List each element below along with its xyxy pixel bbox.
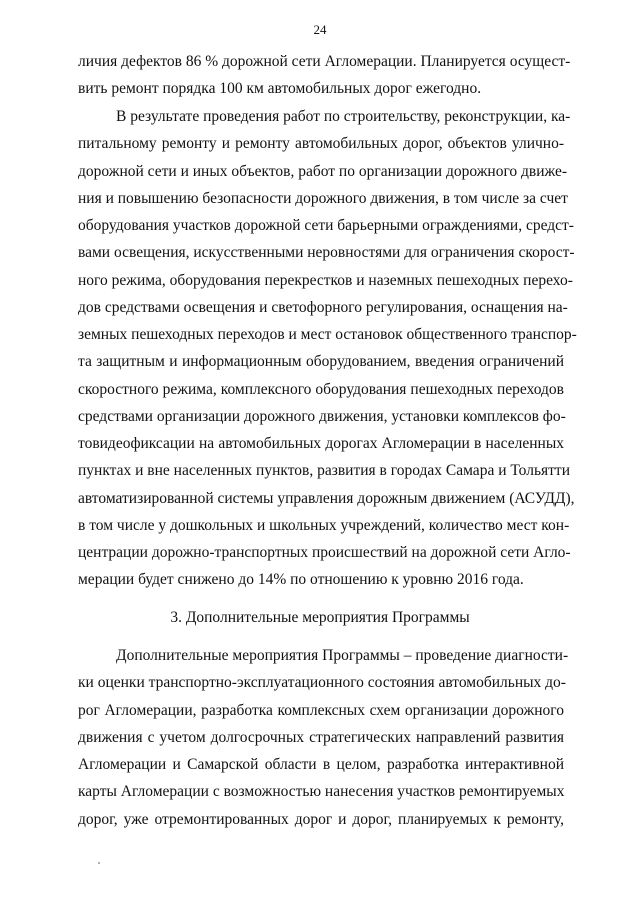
text-line: ного режима, оборудования перекрестков и наземных пешеходных перехо- xyxy=(78,271,573,289)
text-line: в том числе у дошкольных и школьных учреждений, количество мест кон- xyxy=(78,516,570,534)
text-line: питальному ремонту и ремонту автомобильных дорог, объектов улично- xyxy=(78,135,564,153)
text-line: дорог, уже отремонтированных дорог и дорог, планируемых к ремонту, xyxy=(78,810,564,828)
text-line: товидеофиксации на автомобильных дорогах Агломерации в населенных xyxy=(78,435,564,452)
text-line: скоростного режима, комплексного оборудования пешеходных переходов xyxy=(78,380,564,398)
text-line: земных пешеходных переходов и мест остановок общественного транспор- xyxy=(78,326,577,343)
text-line: автоматизированной системы управления дорожным движением (АСУДД), xyxy=(78,489,575,507)
text-line: рог Агломерации, разработка комплексных схем организации дорожного xyxy=(78,701,564,719)
text-line: пунктах и вне населенных пунктов, развития в городах Самара и Тольятти xyxy=(78,462,570,480)
text-line: дов средствами освещения и светофорного регулирования, оснащения на- xyxy=(78,298,568,316)
text-line: оборудования участков дорожной сети барьерными ограждениями, средст- xyxy=(78,217,574,234)
text-line: Агломерации и Самарской области в целом, разработка интерактивной xyxy=(78,756,564,773)
text-line: та защитным и информационным оборудованием, введения ограничений xyxy=(78,353,564,371)
paragraph-continuation xyxy=(78,48,571,103)
text-line: ки оценки транспортно-эксплуатационного состояния автомобильных до- xyxy=(78,674,566,692)
text-line: личия дефектов 86 % дорожной сети Агломерации. Планируется осущест- xyxy=(78,53,571,70)
text-line: В результате проведения работ по строительству, реконструкции, ка- xyxy=(116,108,571,125)
text-line: Дополнительные мероприятия Программы – проведение диагности- xyxy=(116,647,569,664)
scan-speck xyxy=(98,862,100,864)
page-number: 24 xyxy=(313,22,327,37)
text-line: карты Агломерации с возможностью нанесения участков ремонтируемых xyxy=(78,783,565,801)
paragraph-additional-measures xyxy=(78,642,569,833)
text-line: дорожной сети и иных объектов, работ по организации дорожного движе- xyxy=(78,162,568,180)
text-line: вить ремонт порядка 100 км автомобильных дорог ежегодно. xyxy=(78,80,482,98)
text-line: мерации будет снижено до 14% по отношению к уровню 2016 года. xyxy=(78,571,524,589)
text-line: средствами организации дорожного движения, установки комплексов фо- xyxy=(78,407,566,425)
text-line: движения с учетом долгосрочных стратегических направлений развития xyxy=(78,728,564,746)
paragraph-results xyxy=(78,103,577,594)
text-line: центрации дорожно-транспортных происшествий на дорожной сети Агло- xyxy=(78,544,571,561)
text-line: ния и повышению безопасности дорожного движения, в том числе за счет xyxy=(78,189,568,207)
section-heading: 3. Дополнительные мероприятия Программы xyxy=(170,609,470,626)
text-line: вами освещения, искусственными неровностями для ограничения скорост- xyxy=(78,244,575,262)
